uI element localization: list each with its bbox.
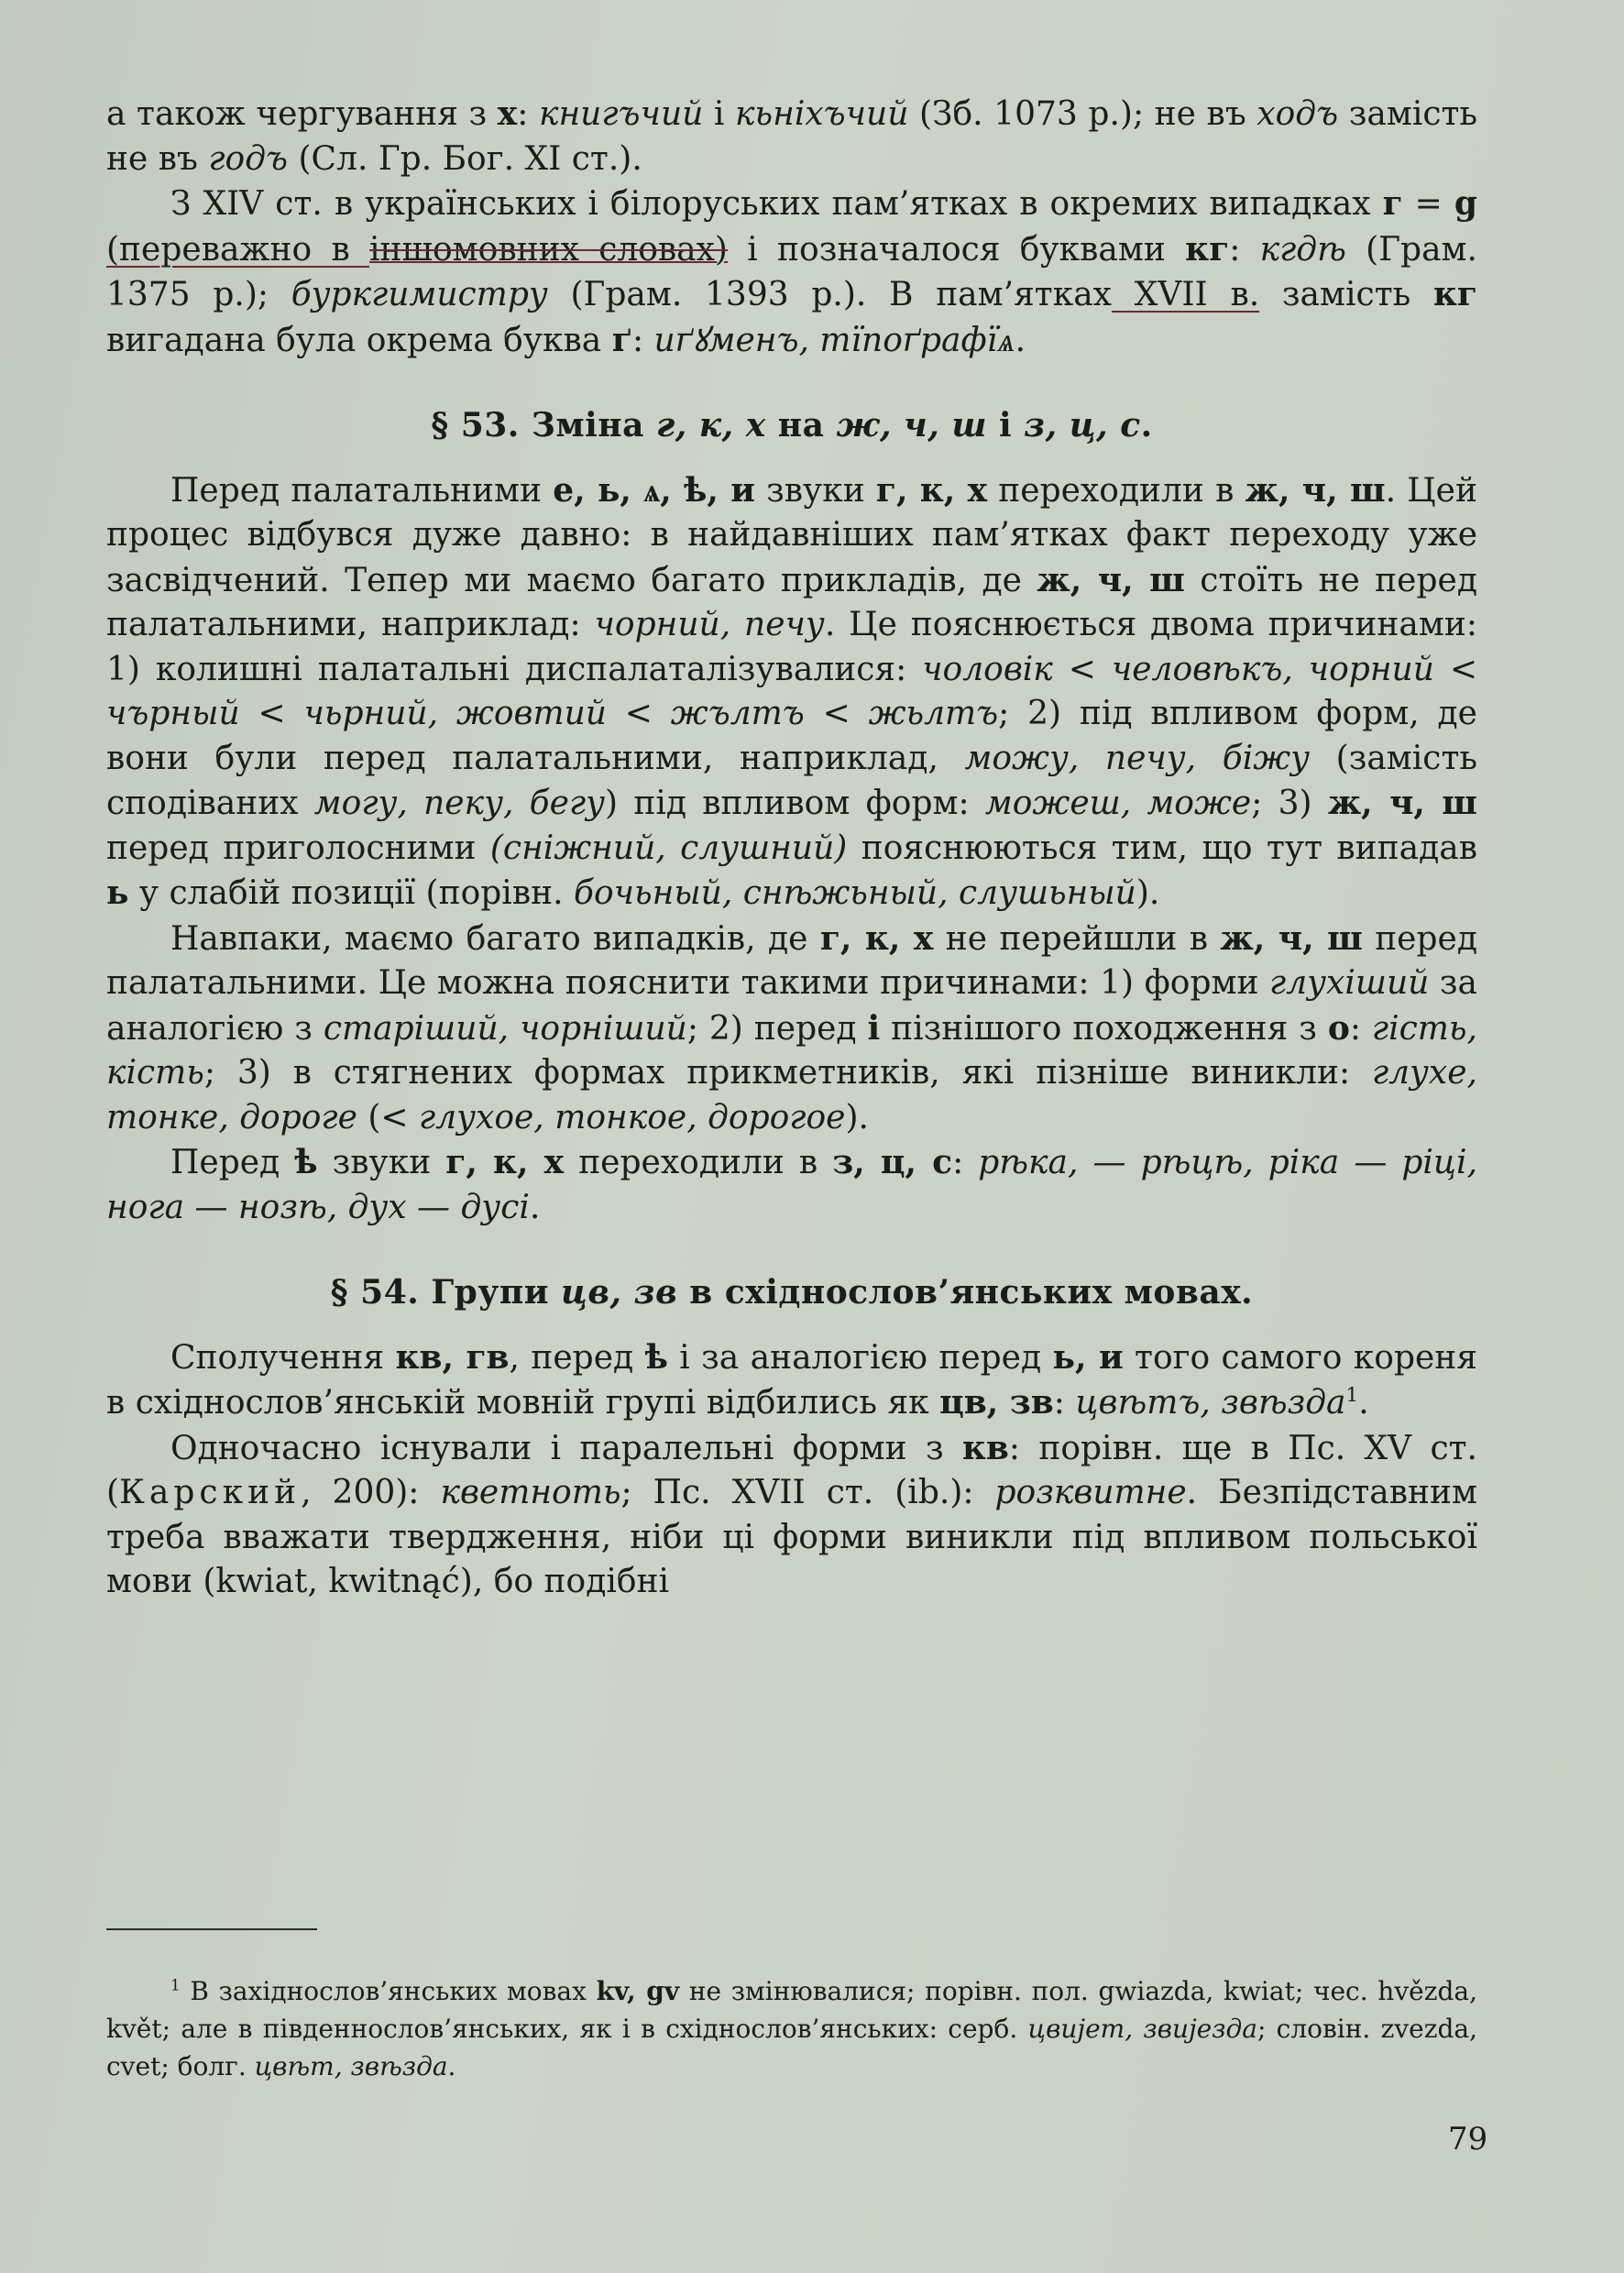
italic-run: ходъ <box>1256 95 1339 133</box>
text-run: § 54. Групи <box>330 1273 561 1312</box>
page-number: 79 <box>1448 2121 1488 2158</box>
bold-run: ґ <box>611 320 632 359</box>
bold-run: ж, ч, ш <box>1327 784 1477 822</box>
bold-run: ж, ч, ш <box>1245 470 1386 510</box>
italic-run: можеш, може <box>984 785 1252 822</box>
italic-run: г, к, х <box>655 406 766 445</box>
paragraph-exceptions <box>106 917 1477 1141</box>
italic-run: ж, ч, ш <box>836 406 987 445</box>
bold-run: е, ь, ѧ, ѣ, и <box>553 470 755 510</box>
italic-run: иґꙋменъ, тїпоґрафїѧ <box>653 321 1015 359</box>
text-run: звуки <box>317 1144 446 1181</box>
italic-run: глухіший <box>1269 964 1430 1002</box>
footnote-reference[interactable]: 1 <box>1345 1384 1359 1407</box>
text-run: Навпаки, маємо багато випадків, де <box>170 919 820 958</box>
text-run: ). <box>1136 874 1160 912</box>
text-run: : <box>631 321 654 359</box>
text-run: ; Пс. XVII ст. (ib.): <box>620 1474 995 1511</box>
text-run: Одночасно існували і паралельні форми з <box>170 1429 962 1467</box>
bold-run: і <box>867 1008 881 1048</box>
bold-run: о <box>1327 1008 1350 1048</box>
text-run: . <box>1358 1384 1369 1422</box>
paragraph-xiv-century <box>106 181 1477 363</box>
section-54-heading <box>106 1270 1477 1315</box>
bold-run: г, к, х <box>875 470 988 510</box>
text-run: пояснюються тим, що тут випадав <box>847 829 1477 867</box>
paragraph-parallel-forms <box>106 1426 1477 1605</box>
italic-run: книгъчий <box>538 95 704 133</box>
text-run: і <box>703 95 736 133</box>
text-run: пізнішого походження з <box>880 1009 1328 1048</box>
spaced-author-name: Карский <box>119 1474 302 1511</box>
italic-run: цв, зв <box>560 1273 678 1312</box>
italic-run: годъ <box>208 139 289 178</box>
italic-run: цвѣт, звѣзда <box>254 2051 448 2081</box>
text-run: . Це пояснюється двома причинами: 1) колишні палатальні диспалаталізувалися: <box>106 606 1478 688</box>
bold-run: kv, gv <box>596 1976 680 2006</box>
text-run: : порівн. ще в Пс. XV ст. ( <box>106 1429 1477 1511</box>
bold-run: кв, гв <box>395 1337 510 1377</box>
text-run: перед палатальними. Це можна пояснити такими причинами: 1) форми <box>106 919 1478 1002</box>
italic-run: могу, пеку, бегу <box>313 785 606 822</box>
text-run: переходили в <box>987 471 1245 510</box>
text-run: перед приголосними <box>106 829 490 867</box>
italic-run: < глухое, тонкое, дорогое <box>380 1098 846 1136</box>
text-run: Перед палатальними <box>170 471 554 510</box>
italic-run: буркгимистру <box>291 276 548 313</box>
text-run: ; 3) в стягнених формах прикметників, які пізніше виникли: <box>203 1054 1372 1092</box>
text-run: стоїть не перед палатальними, наприклад: <box>106 561 1477 643</box>
text-run: ( <box>357 1098 381 1136</box>
footnote-mark: 1 <box>170 1975 181 1994</box>
text-run: , 200): <box>301 1474 441 1511</box>
bold-run: кг <box>1185 229 1230 269</box>
italic-run: кветноть <box>440 1474 621 1511</box>
text-run: ; 2) під впливом форм, де вони були перед палатальними, наприклад, <box>106 695 1477 777</box>
main-text <box>106 92 1477 1605</box>
text-run: . <box>1140 406 1153 445</box>
bold-run: ѣ <box>294 1143 318 1181</box>
text-run: (Грам. 1375 р.); <box>106 230 1477 313</box>
text-run: : <box>1053 1384 1076 1422</box>
text-run: . <box>1015 321 1026 359</box>
text-run: . Цей процес відбувся дуже давно: в найдавніших пам’ятках факт переходу уже засвідчений. Тепер ми маємо багато прикладів, де <box>106 471 1477 599</box>
italic-run: кьніхъчий <box>735 95 909 133</box>
handwritten-underline: XVII в. <box>1112 276 1260 313</box>
bold-run: цв, зв <box>939 1383 1054 1422</box>
text-run: ; 2) перед <box>686 1009 868 1048</box>
text-run: Сполучення <box>170 1338 396 1377</box>
bold-run: ь, и <box>1052 1337 1124 1377</box>
italic-run: гість, кість <box>106 1009 1477 1092</box>
italic-run: глухе, тонке, дороге <box>106 1054 1477 1136</box>
text-run: . <box>529 1188 541 1226</box>
section-53-heading <box>106 403 1477 448</box>
bold-run: г, к, х <box>445 1143 565 1181</box>
italic-run: чорний, печу <box>594 606 825 643</box>
text-run: (замість сподіваних <box>106 739 1477 822</box>
text-run: вигадана була окрема буква <box>106 321 612 359</box>
bold-run: з, ц, с <box>832 1143 953 1181</box>
text-run: , перед <box>509 1338 645 1377</box>
italic-run: кгдѣ <box>1259 230 1346 269</box>
text-run: = <box>1402 185 1454 223</box>
bold-run: кг <box>1432 275 1477 313</box>
text-run: за аналогією з <box>106 964 1477 1048</box>
text-run: переходили в <box>564 1144 833 1181</box>
text-run: і <box>986 406 1025 445</box>
bold-run: кв <box>961 1428 1009 1467</box>
italic-run: цвѣтъ, звѣзда <box>1075 1384 1346 1422</box>
text-run: (Зб. 1073 р.); не въ <box>908 95 1257 133</box>
paragraph-kv-gv <box>106 1335 1477 1426</box>
text-run: В західнослов’янських мовах <box>180 1976 597 2006</box>
bold-run: ж, ч, ш <box>1037 560 1185 599</box>
text-run: і позначалося буквами <box>727 230 1186 269</box>
handwritten-strikethrough: іншомовних словах) <box>369 230 728 269</box>
bold-run: г, к, х <box>819 918 934 958</box>
text-run: а також чергування з <box>106 95 498 133</box>
text-run: звуки <box>754 471 876 510</box>
paragraph-palatals <box>106 468 1477 917</box>
text-run: (Сл. Гр. Бог. XI ст.). <box>288 139 642 178</box>
footnote <box>106 1972 1477 2085</box>
text-run: (Грам. 1393 р.). В пам’ятках <box>547 276 1112 313</box>
text-run: у слабій позиції (порівн. <box>128 874 574 912</box>
text-run: замість не въ <box>106 95 1478 178</box>
text-run: і за аналогією перед <box>667 1338 1053 1377</box>
text-run: того самого кореня в східнослов’янській мовній групі відбились як <box>106 1338 1477 1422</box>
italic-run: розквитне <box>994 1474 1187 1511</box>
italic-run: бочьный, снѣжьный, слушьный <box>573 874 1136 912</box>
italic-run: рѣка, — рѣцѣ, ріка — ріці, нога — нозѣ, дух — дусі <box>106 1144 1478 1226</box>
bold-run: ѣ <box>644 1337 668 1377</box>
text-run: ). <box>845 1098 869 1136</box>
text-run: : <box>1229 230 1260 269</box>
footnote-divider <box>106 1928 317 1930</box>
paragraph-before-yat <box>106 1140 1477 1230</box>
text-run: замість <box>1259 276 1433 313</box>
text-run: ) під впливом форм: <box>605 785 985 822</box>
italic-run: (сніжний, слушний) <box>489 829 848 867</box>
text-run: на <box>765 406 837 445</box>
italic-run: можу, печу, біжу <box>964 739 1311 777</box>
italic-run: старіший, чорніший <box>323 1009 687 1048</box>
handwritten-underline: (переважно в <box>106 230 370 269</box>
text-run: ; 3) <box>1251 785 1328 822</box>
bold-run: х <box>497 94 518 133</box>
text-run: в східнослов’янських мовах. <box>677 1273 1254 1312</box>
bold-run: г <box>1382 184 1403 223</box>
text-run: не перейшли в <box>933 919 1221 958</box>
italic-run: з, ц, с <box>1024 406 1141 445</box>
bold-run: ь <box>106 873 129 912</box>
text-run: § 53. Зміна <box>431 406 656 445</box>
bold-run: g <box>1454 184 1477 223</box>
text-run: не змінювалися; порівн. пол. gwiazda, kwiat; чес. hvězda, květ; але в південнослов’янських, як і в східнослов’янських: серб. <box>106 1976 1478 2044</box>
text-run: : <box>517 95 539 133</box>
text-run: . Безпідставним треба вважати твердження, ніби ці форми виникли під впливом польської мови (kwiat, kwitnąć), бо подібні <box>106 1474 1478 1600</box>
text-run: Перед <box>170 1144 295 1181</box>
text-run: З XIV ст. в українських і білоруських пам’ятках в окремих випадках <box>170 185 1383 223</box>
text-run: ; словін. zvezda, cvet; болг. <box>106 2014 1477 2081</box>
bold-run: ж, ч, ш <box>1220 918 1363 958</box>
italic-run: цвијет, звијезда <box>1027 2014 1257 2044</box>
paragraph-continuation <box>106 92 1477 181</box>
text-run: . <box>447 2051 456 2081</box>
italic-run: чоловік < человѣкъ, чорний < чърный < чьрний, жовтий < жълтъ < жьлтъ <box>106 650 1478 732</box>
text-run: : <box>952 1144 979 1181</box>
text-run: : <box>1349 1009 1372 1048</box>
